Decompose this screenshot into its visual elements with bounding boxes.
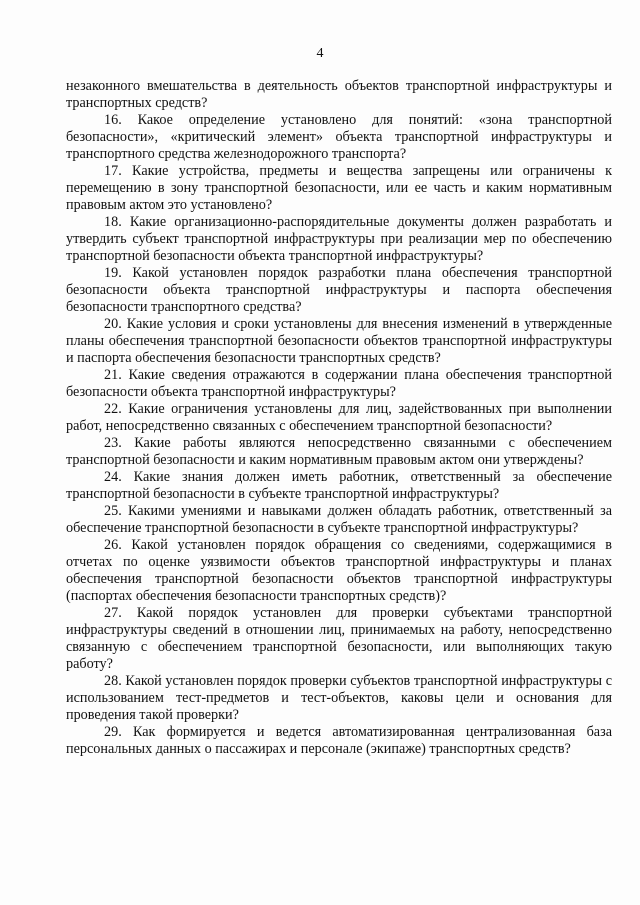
question-26: 26. Какой установлен порядок обращения со сведениями, содержащимися в отчетах по оценке уязвимости объектов транспортной инфраструктуры и планах обеспечения транспортной безопасности объектов транспортной инфраструктуры (паспортах обеспечения безопасности транспортных средств)? — [66, 537, 612, 604]
question-21: 21. Какие сведения отражаются в содержании плана обеспечения транспортной безопасности объекта транспортной инфраструктуры? — [66, 367, 612, 400]
question-28: 28. Какой установлен порядок проверки субъектов транспортной инфраструктуры с использованием тест-предметов и тест-объектов, каковы цели и основания для проведения такой проверки? — [66, 673, 612, 723]
question-29: 29. Как формируется и ведется автоматизированная централизованная база персональных данных о пассажирах и персонале (экипаже) транспортных средств? — [66, 724, 612, 757]
question-20: 20. Какие условия и сроки установлены для внесения изменений в утвержденные планы обеспечения транспортной безопасности объектов транспортной инфраструктуры и паспорта обеспечения безопасности транспортных средств? — [66, 316, 612, 366]
document-body — [66, 78, 612, 758]
question-17: 17. Какие устройства, предметы и вещества запрещены или ограничены к перемещению в зону транспортной безопасности, или ее часть и каким нормативным правовым актом это установлено? — [66, 163, 612, 213]
question-24: 24. Какие знания должен иметь работник, ответственный за обеспечение транспортной безопасности в субъекте транспортной инфраструктуры? — [66, 469, 612, 502]
question-25: 25. Какими умениями и навыками должен обладать работник, ответственный за обеспечение транспортной безопасности в субъекте транспортной инфраструктуры? — [66, 503, 612, 536]
page-number: 4 — [316, 46, 324, 61]
question-18: 18. Какие организационно-распорядительные документы должен разработать и утвердить субъект транспортной инфраструктуры при реализации мер по обеспечению транспортной безопасности объекта транспортной инфраструктуры? — [66, 214, 612, 264]
question-19: 19. Какой установлен порядок разработки плана обеспечения транспортной безопасности объекта транспортной инфраструктуры и паспорта обеспечения безопасности транспортного средства? — [66, 265, 612, 315]
question-22: 22. Какие ограничения установлены для лиц, задействованных при выполнении работ, непосредственно связанных с обеспечением транспортной безопасности? — [66, 401, 612, 434]
continuation-paragraph: незаконного вмешательства в деятельность объектов транспортной инфраструктуры и транспортных средств? — [66, 78, 612, 111]
question-23: 23. Какие работы являются непосредственно связанными с обеспечением транспортной безопасности и каким нормативным правовым актом они утверждены? — [66, 435, 612, 468]
question-27: 27. Какой порядок установлен для проверки субъектами транспортной инфраструктуры сведений в отношении лиц, принимаемых на работу, непосредственно связанную с обеспечением транспортной безопасности, или выполняющих такую работу? — [66, 605, 612, 672]
question-16: 16. Какое определение установлено для понятий: «зона транспортной безопасности», «критический элемент» объекта транспортной инфраструктуры и транспортного средства железнодорожного транспорта? — [66, 112, 612, 162]
